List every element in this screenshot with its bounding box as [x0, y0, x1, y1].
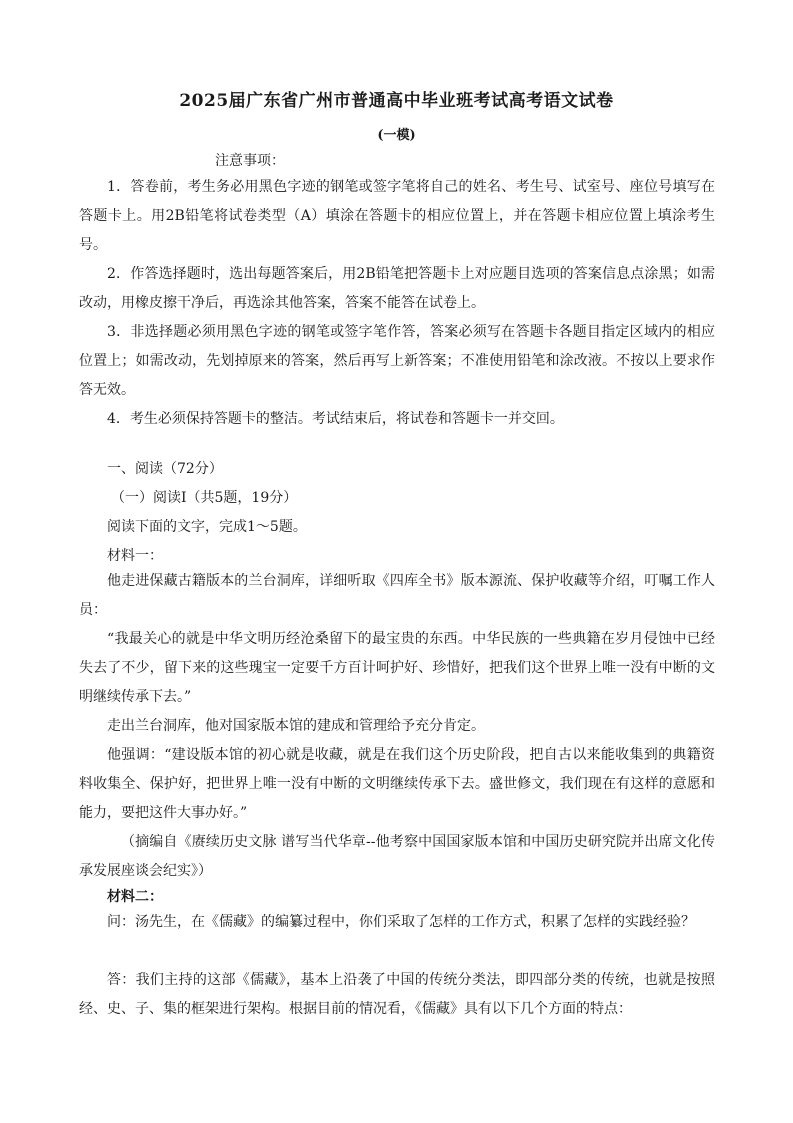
material1-label: 材料一： [107, 548, 163, 564]
material1-paragraph: 走出兰台洞库，他对国家版本馆的建成和管理给予充分肯定。 [107, 718, 485, 734]
note-item-2: 2．作答选择题时，选出每题答案后，用2B铅笔把答题卡上对应题目选项的答案信息点涂黑；如需改动，用橡皮擦干净后，再选涂其他答案，答案不能答在试卷上。 [79, 266, 715, 311]
material1-paragraph: “我最关心的就是中华文明历经沧桑留下的最宝贵的东西。中华民族的一些典籍在岁月侵蚀中已经失去了不少，留下来的这些瑰宝一定要千方百计呵护好、珍惜好，把我们这个世界上唯一没有中断的文明继续传承下去。” [79, 631, 715, 705]
material2-answer: 答：我们主持的这部《儒藏》，基本上沿袭了中国的传统分类法，即四部分类的传统，也就是按照经、史、子、集的框架进行架构。根据目前的情况看，《儒藏》具有以下几个方面的特点： [79, 972, 715, 1017]
section-subheading: （一）阅读Ⅰ（共5题，19分） [111, 490, 298, 506]
section-heading: 一、阅读（72分） [107, 461, 223, 477]
notes-heading: 注意事项： [215, 153, 285, 169]
note-item-1: 1．答卷前，考生务必用黑色字迹的钢笔或签字笔将自己的姓名、考生号、试室号、座位号填写在答题卡上。用2B铅笔将试卷类型（A）填涂在答题卡的相应位置上，并在答题卡相应位置上填涂考生号。 [79, 179, 715, 253]
section-instruction: 阅读下面的文字，完成1～5题。 [107, 519, 307, 535]
material1-paragraph: 他强调：“建设版本馆的初心就是收藏，就是在我们这个历史阶段，把自古以来能收集到的典籍资料收集全、保护好，把世界上唯一没有中断的文明继续传承下去。盛世修文，我们现在有这样的意愿和能力，要把这件大事办好。” [79, 747, 715, 821]
material2-label: 材料二： [107, 889, 163, 905]
document-subtitle: (一模) [377, 128, 416, 143]
material1-source: （摘编自《赓续历史文脉 谱写当代华章--他考察中国国家版本馆和中国历史研究院并出席文化传承发展座谈会纪实》） [79, 834, 715, 879]
note-item-3: 3．非选择题必须用黑色字迹的钢笔或签字笔作答，答案必须写在答题卡各题目指定区域内的相应位置上；如需改动，先划掉原来的答案，然后再写上新答案；不准使用铅笔和涂改液。不按以上要求作答无效。 [79, 324, 715, 398]
note-item-4: 4．考生必须保持答题卡的整洁。考试结束后，将试卷和答题卡一并交回。 [107, 411, 564, 427]
material1-paragraph: 他走进保藏古籍版本的兰台洞库，详细听取《四库全书》版本源流、保护收藏等介绍，叮嘱工作人员： [79, 573, 715, 618]
material2-question: 问：汤先生，在《儒藏》的编纂过程中，你们采取了怎样的工作方式，积累了怎样的实践经验？ [107, 914, 695, 930]
document-title: 2025届广东省广州市普通高中毕业班考试高考语文试卷 [179, 91, 614, 111]
